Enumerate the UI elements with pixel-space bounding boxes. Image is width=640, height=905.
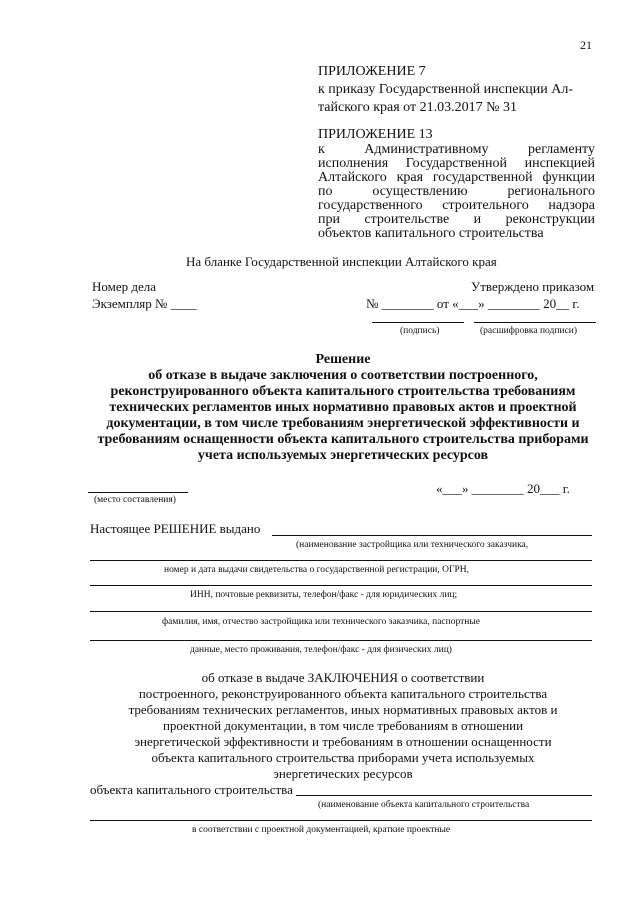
appendix-13-line: Алтайского края государственной функции <box>318 170 595 185</box>
place-caption: (место составления) <box>94 495 176 505</box>
signature-decoding-caption: (расшифровка подписи) <box>480 326 577 336</box>
appendix-7-line-1: к приказу Государственной инспекции Ал- <box>318 82 574 97</box>
appendix-13-line: по осуществлению регионального <box>318 184 595 199</box>
signature-caption: (подпись) <box>400 326 440 336</box>
refusal-line: проектной документации, в том числе требованиям в отношении <box>162 718 524 733</box>
individual-hint-2: данные, место проживания, телефон/факс - для физических лиц) <box>190 645 452 655</box>
appendix-13-line: к Административному регламенту <box>318 142 595 157</box>
order-number-line: № ________ от «___» ________ 20__ г. <box>366 296 580 311</box>
legal-entity-hint: ИНН, почтовые реквизиты, телефон/факс - для юридических лиц; <box>190 590 458 600</box>
fill-line <box>90 820 592 821</box>
decision-title: Решение <box>315 352 371 367</box>
decision-title-line: реконструированного объекта капитального строительства требованиям <box>110 384 576 399</box>
fill-line <box>90 611 592 612</box>
object-hint: (наименование объекта капитального строительства <box>318 800 530 810</box>
letterhead-note: На бланке Государственной инспекции Алтайского края <box>186 254 497 269</box>
page-number: 21 <box>580 38 592 52</box>
refusal-line: построенного, реконструированного объекта капитального строительства <box>138 686 548 701</box>
refusal-line: об отказе в выдаче ЗАКЛЮЧЕНИЯ о соответствии <box>201 670 485 685</box>
registration-hint: номер и дата выдачи свидетельства о государственной регистрации, ОГРН, <box>164 565 469 575</box>
decision-title-line: требованиям оснащенности объекта капитального строительства приборами <box>97 432 589 447</box>
refusal-line: объекта капитального строительства приборами учета используемых <box>151 750 535 765</box>
appendix-7-line-2: тайского края от 21.03.2017 № 31 <box>318 100 517 115</box>
date-line: «___» ________ 20___ г. <box>436 481 570 496</box>
object-label: объекта капитального строительства <box>90 782 293 797</box>
place-line <box>88 492 188 493</box>
fill-line <box>90 560 592 561</box>
object-line <box>296 795 592 796</box>
appendix-13-line: объектов капитального строительства <box>318 226 544 241</box>
issued-to-hint: (наименование застройщика или технического заказчика, <box>296 540 529 550</box>
fill-line <box>90 585 592 586</box>
approved-by-order-label: Утверждено приказом <box>471 279 595 294</box>
appendix-13-line: при строительстве и реконструкции <box>318 212 595 227</box>
signature-line <box>372 322 464 323</box>
copy-number-label: Экземпляр № ____ <box>92 296 197 311</box>
fill-line <box>90 640 592 641</box>
appendix-13-line: исполнения Государственной инспекцией <box>318 156 595 171</box>
decision-title-line: об отказе в выдаче заключения о соответствии построенного, <box>148 368 538 383</box>
decision-title-line: учета используемых энергетических ресурсов <box>197 448 489 463</box>
refusal-line: энергетических ресурсов <box>273 766 413 781</box>
appendix-13-title: ПРИЛОЖЕНИЕ 13 <box>318 127 433 142</box>
appendix-7-title: ПРИЛОЖЕНИЕ 7 <box>318 64 426 79</box>
case-number-label: Номер дела <box>92 279 157 294</box>
project-hint: в соответствии с проектной документацией, краткие проектные <box>192 825 451 835</box>
decision-title-line: технических регламентов иных нормативно правовых актов и проектной <box>109 400 577 415</box>
refusal-line: энергетической эффективности и требованиям в отношении оснащенности <box>134 734 552 749</box>
individual-hint: фамилия, имя, отчество застройщика или технического заказчика, паспортные <box>162 617 480 627</box>
issued-to-line <box>272 535 592 536</box>
signature-decoding-line <box>474 322 596 323</box>
issued-to-label: Настоящее РЕШЕНИЕ выдано <box>90 521 261 536</box>
refusal-line: требованиям технических регламентов, иных нормативных правовых актов и <box>128 702 558 717</box>
decision-title-line: документации, в том числе требованиям энергетической эффективности и <box>106 416 580 431</box>
appendix-13-line: государственного строительного надзора <box>318 198 595 213</box>
